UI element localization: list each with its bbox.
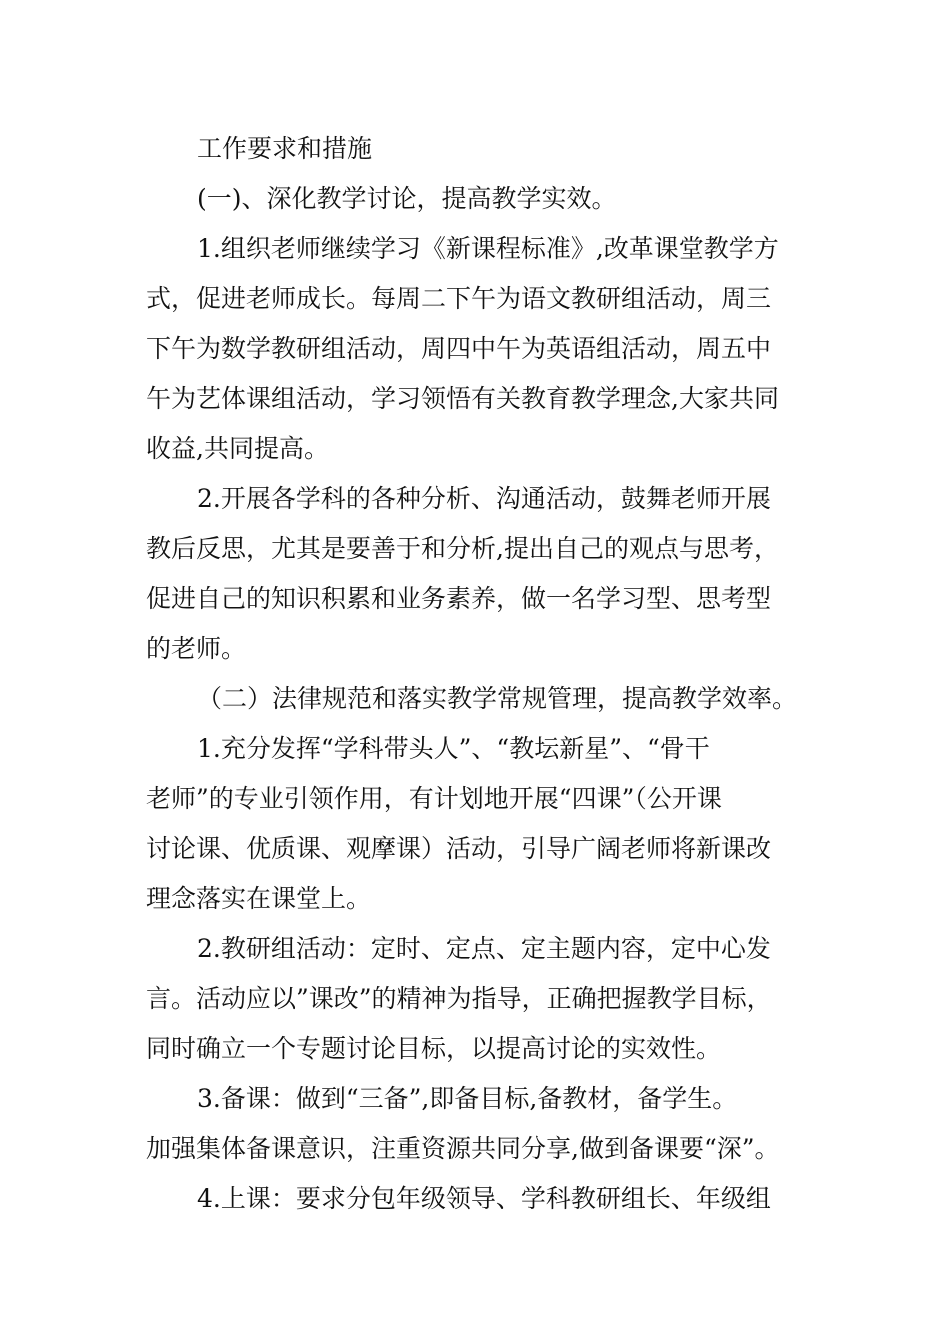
subsection-heading-1: (一)、深化教学讨论，提高教学实效。	[197, 184, 617, 213]
paragraph-line: 加强集体备课意识，注重资源共同分享,做到备课要“深”。	[146, 1134, 780, 1163]
subsection-heading-2: （二）法律规范和落实教学常规管理，提高教学效率。	[197, 684, 798, 713]
paragraph-line: 促进自己的知识积累和业务素养，做一名学习型、思考型	[146, 584, 772, 613]
section-heading: 工作要求和措施	[197, 134, 373, 163]
paragraph-line: 教后反思，尤其是要善于和分析,提出自己的观点与思考，	[146, 534, 779, 563]
paragraph-line: 2.开展各学科的各种分析、沟通活动，鼓舞老师开展	[197, 484, 771, 513]
paragraph-line: 4.上课：要求分包年级领导、学科教研组长、年级组	[197, 1184, 771, 1213]
paragraph-line: 式，促进老师成长。每周二下午为语文教研组活动，周三	[146, 284, 772, 313]
paragraph-line: 2.教研组活动：定时、定点、定主题内容，定中心发	[197, 934, 771, 963]
paragraph-line: 同时确立一个专题讨论目标，以提高讨论的实效性。	[146, 1034, 722, 1063]
paragraph-line: 1.组织老师继续学习《新课程标准》,改革课堂教学方	[197, 234, 779, 263]
paragraph-line: 言。活动应以”课改”的精神为指导，正确把握教学目标，	[146, 984, 772, 1013]
paragraph-line: 老师”的专业引领作用，有计划地开展“四课”（公开课	[146, 784, 722, 813]
paragraph-line: 午为艺体课组活动，学习领悟有关教育教学理念,大家共同	[146, 384, 779, 413]
paragraph-line: 下午为数学教研组活动，周四中午为英语组活动，周五中	[146, 334, 772, 363]
paragraph-line: 理念落实在课堂上。	[146, 884, 372, 913]
paragraph-line: 讨论课、优质课、观摩课）活动，引导广阔老师将新课改	[146, 834, 772, 863]
paragraph-line: 1.充分发挥“学科带头人”、“教坛新星”、“骨干	[197, 734, 710, 763]
paragraph-line: 3.备课：做到“三备”,即备目标,备教材，备学生。	[197, 1084, 738, 1113]
paragraph-line: 收益,共同提高。	[146, 434, 329, 463]
paragraph-line: 的老师。	[146, 634, 247, 663]
